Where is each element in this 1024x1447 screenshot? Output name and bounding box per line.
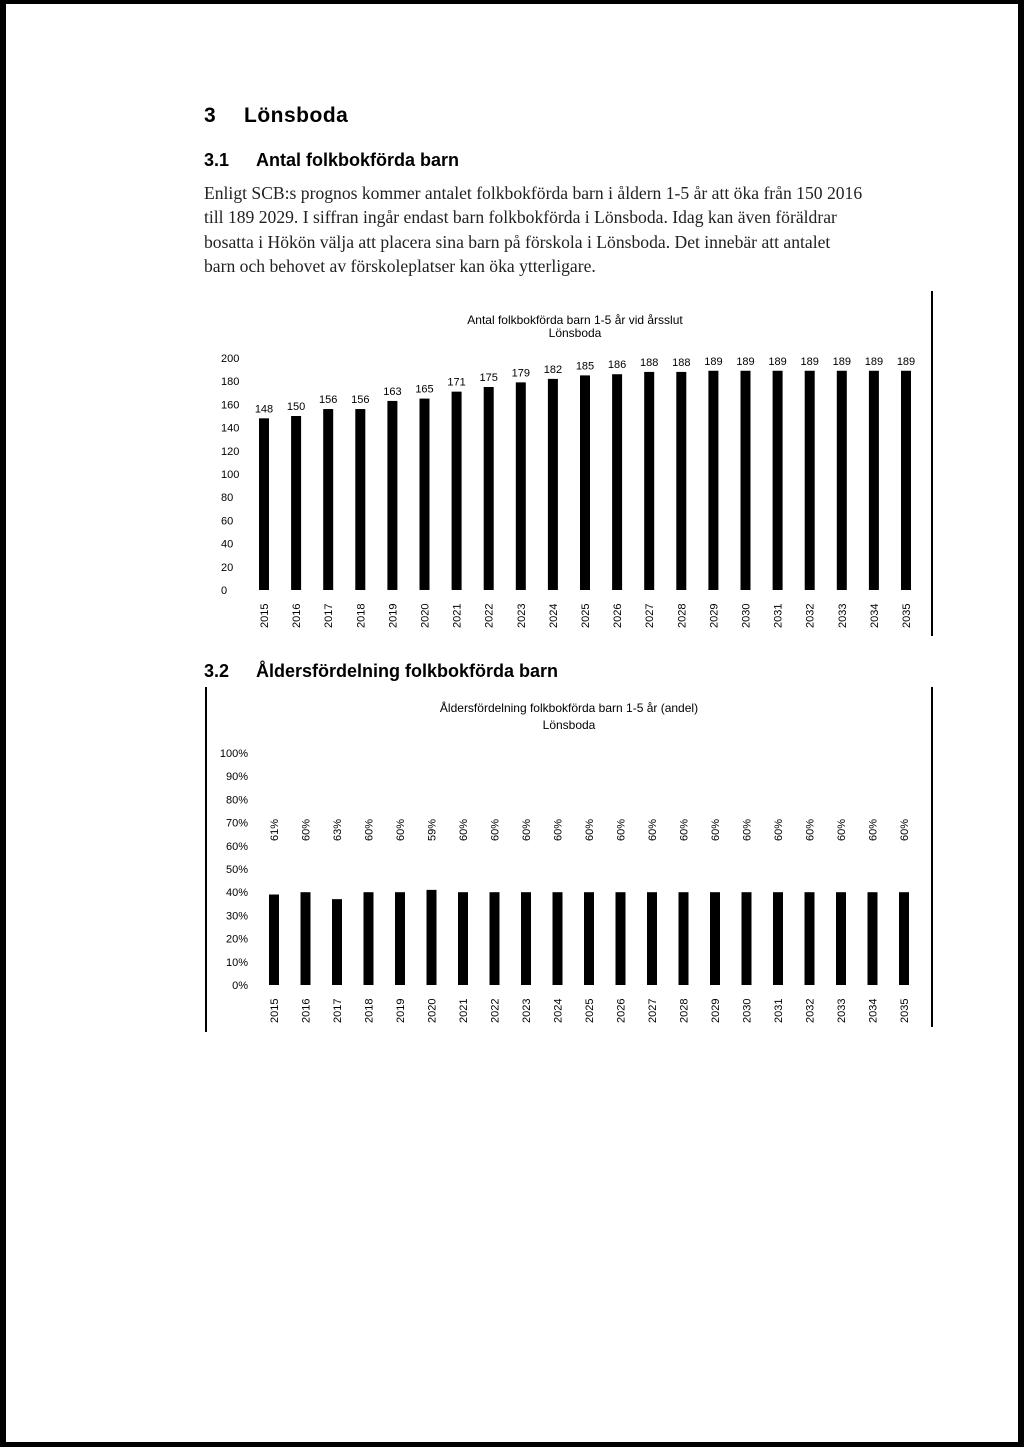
data-label: 156 [351, 394, 370, 407]
bar [869, 371, 879, 590]
x-tick-label: 2022 [483, 603, 496, 628]
data-label: 182 [543, 363, 563, 376]
data-label: 188 [672, 356, 691, 369]
bar [387, 401, 397, 590]
x-tick-label: 2026 [612, 603, 625, 628]
x-tick-label: 2035 [901, 603, 913, 628]
x-tick-label: 2021 [451, 603, 464, 628]
y-tick-label: 40% [225, 887, 248, 900]
x-tick-label: 2018 [363, 998, 376, 1023]
data-label: 189 [768, 355, 787, 368]
x-tick-label: 2023 [515, 603, 528, 628]
bar [708, 371, 718, 590]
y-tick-label: 0% [232, 980, 248, 992]
data-label: 189 [832, 355, 851, 368]
bar [548, 379, 558, 590]
x-tick-label: 2022 [489, 998, 502, 1023]
bar [420, 399, 430, 590]
y-tick-label: 120 [221, 445, 240, 458]
intro-paragraph: Enligt SCB:s prognos kommer antalet folkbokförda barn i åldern 1-5 år att öka från 150 2016 till 189 2029. I siffran ingår endast barn folkbokförda i Lönsboda. Idag kan även föräldrar bosatta i Hökön välja att placera sina barn på förskola i Lönsboda. Det innebär att antalet barn och behovet av förskoleplatser kan öka ytterligare. [204, 183, 863, 276]
y-tick-label: 50% [225, 864, 248, 876]
bar [584, 892, 594, 985]
data-label: 59% [426, 818, 439, 842]
chart-subtitle: Lönsboda [548, 326, 602, 340]
bar [364, 892, 374, 985]
bar [553, 892, 563, 985]
x-tick-label: 2020 [426, 998, 439, 1023]
y-tick-label: 60 [221, 515, 234, 528]
bar [259, 418, 269, 590]
data-label: 60% [300, 818, 313, 842]
y-tick-label: 200 [221, 353, 240, 365]
y-tick-label: 100% [219, 748, 248, 760]
x-tick-label: 2029 [708, 603, 721, 628]
x-tick-label: 2016 [291, 603, 304, 628]
bar [269, 895, 279, 985]
x-tick-label: 2016 [300, 998, 313, 1023]
bar [805, 371, 815, 590]
data-label: 189 [704, 355, 723, 368]
bar [773, 892, 783, 985]
data-label: 171 [447, 376, 466, 389]
chart-subtitle: Lönsboda [542, 718, 596, 732]
data-label: 60% [804, 818, 817, 842]
bar [458, 892, 468, 985]
bar [301, 892, 311, 985]
x-tick-label: 2031 [772, 603, 785, 628]
bar [516, 382, 526, 590]
y-tick-label: 140 [221, 422, 240, 435]
x-tick-label: 2027 [647, 998, 659, 1023]
x-tick-label: 2029 [710, 998, 722, 1023]
y-tick-label: 70% [225, 817, 248, 830]
bar [742, 892, 752, 985]
data-label: 60% [584, 818, 596, 842]
bar [323, 409, 333, 590]
x-tick-label: 2015 [269, 998, 281, 1023]
data-label: 61% [269, 818, 281, 842]
data-label: 60% [363, 818, 376, 842]
data-label: 150 [286, 401, 306, 413]
y-tick-label: 180 [221, 376, 240, 389]
x-tick-label: 2030 [741, 998, 754, 1023]
data-label: 60% [521, 818, 533, 842]
data-label: 185 [575, 360, 595, 373]
x-tick-label: 2033 [836, 998, 848, 1023]
data-label: 60% [489, 818, 502, 842]
bar [427, 890, 437, 985]
x-tick-label: 2025 [580, 603, 592, 628]
x-tick-label: 2020 [419, 603, 432, 628]
bar [616, 892, 626, 985]
bar [676, 372, 686, 590]
bar [836, 892, 846, 985]
bar [710, 892, 720, 985]
section-number: 3 [204, 104, 217, 127]
chart-title: Antal folkbokförda barn 1-5 år vid årsslut [467, 313, 683, 327]
data-label: 60% [710, 818, 722, 842]
data-label: 186 [607, 359, 627, 372]
data-label: 163 [383, 385, 402, 398]
x-tick-label: 2021 [458, 998, 470, 1023]
data-label: 60% [741, 818, 754, 842]
document-page [6, 4, 1018, 1442]
y-tick-label: 40 [221, 538, 234, 551]
x-tick-label: 2019 [395, 998, 407, 1023]
subsection-number: 3.2 [204, 661, 230, 681]
x-tick-label: 2023 [521, 998, 533, 1023]
bar [837, 371, 847, 590]
bar [899, 892, 909, 985]
bar [332, 899, 342, 985]
x-tick-label: 2028 [676, 603, 689, 628]
data-label: 60% [615, 818, 628, 842]
data-label: 179 [511, 367, 530, 380]
bar [395, 892, 405, 985]
y-tick-label: 80% [225, 794, 248, 807]
y-tick-label: 0 [221, 585, 228, 597]
data-label: 175 [479, 372, 498, 384]
y-tick-label: 20% [225, 933, 248, 946]
bar [484, 387, 494, 590]
x-tick-label: 2024 [552, 998, 565, 1023]
data-label: 60% [867, 818, 880, 842]
x-tick-label: 2017 [323, 603, 336, 628]
bar [521, 892, 531, 985]
bar [868, 892, 878, 985]
bar [355, 409, 365, 590]
bar [291, 416, 301, 590]
y-tick-label: 100 [221, 469, 240, 481]
data-label: 189 [896, 355, 916, 368]
subsection-number: 3.1 [204, 150, 230, 170]
data-label: 156 [319, 394, 338, 407]
x-tick-label: 2030 [740, 603, 753, 628]
bar [805, 892, 815, 985]
x-tick-label: 2033 [836, 603, 849, 628]
y-tick-label: 90% [225, 771, 248, 784]
x-tick-label: 2032 [804, 603, 817, 628]
data-label: 60% [552, 818, 565, 842]
x-tick-label: 2024 [547, 603, 560, 628]
y-tick-label: 160 [221, 399, 240, 412]
y-tick-label: 20 [221, 561, 234, 574]
x-tick-label: 2017 [332, 998, 344, 1023]
x-tick-label: 2034 [867, 998, 880, 1023]
data-label: 165 [415, 383, 434, 396]
data-label: 63% [332, 818, 344, 842]
data-label: 189 [864, 355, 884, 368]
x-tick-label: 2035 [899, 998, 911, 1023]
chart-antal-barn [6, 4, 1018, 1442]
data-label: 189 [800, 355, 819, 368]
chart-title: Åldersfördelning folkbokförda barn 1-5 år (andel) [439, 701, 699, 715]
subsection-title: Åldersfördelning folkbokförda barn [256, 661, 559, 681]
x-tick-label: 2032 [804, 998, 817, 1023]
data-label: 60% [836, 818, 848, 842]
data-label: 60% [773, 818, 785, 842]
bar [901, 371, 911, 590]
x-tick-label: 2031 [773, 998, 785, 1023]
x-tick-label: 2034 [868, 603, 881, 628]
bar [741, 371, 751, 590]
data-label: 148 [254, 403, 274, 416]
data-label: 60% [395, 818, 407, 842]
y-tick-label: 60% [225, 840, 248, 853]
data-label: 60% [647, 818, 659, 842]
y-tick-label: 80 [221, 492, 234, 505]
x-tick-label: 2019 [387, 603, 400, 628]
section-title: Lönsboda [244, 104, 349, 127]
bar [773, 371, 783, 590]
x-tick-label: 2028 [678, 998, 691, 1023]
bar [679, 892, 689, 985]
x-tick-label: 2026 [615, 998, 628, 1023]
x-tick-label: 2018 [355, 603, 368, 628]
bar [647, 892, 657, 985]
subsection-title: Antal folkbokförda barn [256, 150, 460, 170]
bar [612, 374, 622, 590]
data-label: 60% [678, 818, 691, 842]
x-tick-label: 2015 [259, 603, 271, 628]
bar [644, 372, 654, 590]
x-tick-label: 2025 [584, 998, 596, 1023]
data-label: 189 [736, 355, 755, 368]
bar [490, 892, 500, 985]
data-label: 60% [899, 818, 911, 842]
y-tick-label: 30% [225, 910, 248, 923]
bar [452, 392, 462, 590]
y-tick-label: 10% [225, 956, 248, 969]
data-label: 60% [458, 818, 470, 842]
bar [580, 375, 590, 590]
x-tick-label: 2027 [644, 603, 657, 628]
data-label: 188 [640, 356, 659, 369]
